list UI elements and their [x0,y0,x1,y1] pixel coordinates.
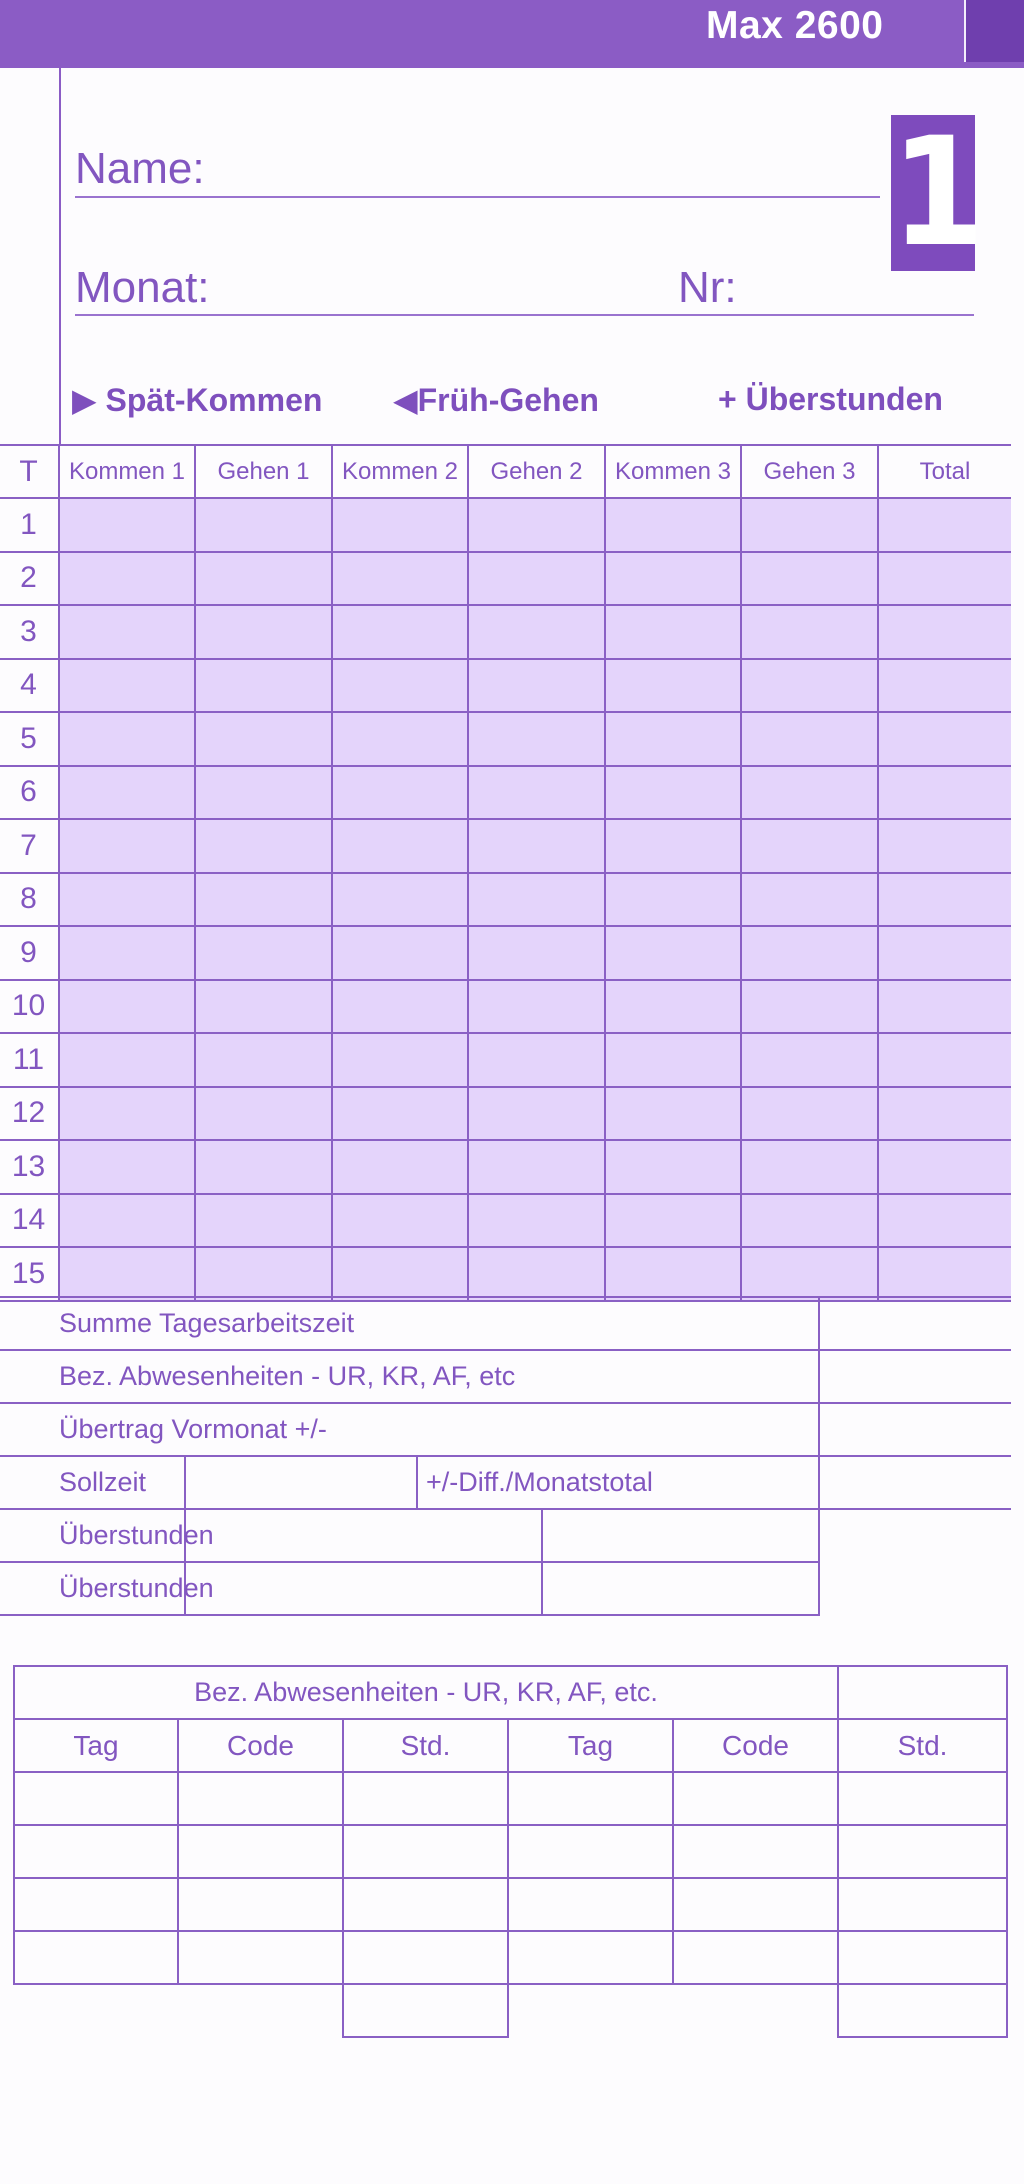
summary-overtime-2-field-b[interactable] [542,1562,819,1615]
day-number: 11 [0,1033,59,1087]
time-cell-in-3[interactable] [605,980,741,1034]
time-cell-out-2[interactable] [468,552,605,606]
absence-row [14,1825,1007,1878]
col-header-out-2: Gehen 2 [468,445,605,498]
summary-diff-total-field[interactable] [819,1456,1011,1509]
model-title: Max 2600 [706,4,884,47]
time-cell-out-1[interactable] [195,659,332,713]
time-cell-out-2[interactable] [468,712,605,766]
time-cell-in-1[interactable] [59,819,195,873]
day-number: 8 [0,873,59,927]
time-cell-in-2[interactable] [332,712,468,766]
time-cell-out-3[interactable] [741,712,878,766]
summary-overtime-1-field-a[interactable] [185,1509,542,1562]
absence-total-row [14,1984,1007,2037]
time-cell-out-3[interactable] [741,980,878,1034]
time-cell-total[interactable] [878,552,1011,606]
summary-paid-absences-label: Bez. Abwesenheiten - UR, KR, AF, etc [0,1350,819,1403]
time-cell-out-2[interactable] [468,605,605,659]
time-row [0,980,1011,1034]
time-cell-in-1[interactable] [59,980,195,1034]
time-cell-out-3[interactable] [741,552,878,606]
time-cell-out-3[interactable] [741,766,878,820]
absence-cell-hours-2[interactable] [838,1825,1007,1878]
time-row [0,819,1011,873]
summary-carry-over-field[interactable] [819,1403,1011,1456]
absence-cell-hours-2[interactable] [838,1878,1007,1931]
time-cell-total[interactable] [878,980,1011,1034]
legend-late-arrival: ▶ Spät-Kommen [72,382,323,418]
time-cell-out-2[interactable] [468,819,605,873]
time-cell-out-2[interactable] [468,873,605,927]
absence-cell-day-1[interactable] [14,1878,178,1931]
time-cell-total[interactable] [878,1140,1011,1194]
time-cell-out-3[interactable] [741,659,878,713]
summary-overtime-1-field-b[interactable] [542,1509,819,1562]
time-row [0,766,1011,820]
time-cell-in-3[interactable] [605,552,741,606]
time-cell-out-3[interactable] [741,819,878,873]
absence-cell-code-2[interactable] [673,1931,838,1984]
time-cell-in-3[interactable] [605,498,741,552]
time-cell-out-3[interactable] [741,873,878,927]
summary-carry-over-label: Übertrag Vormonat +/- [0,1403,819,1456]
legend-overtime: + Überstunden [718,381,943,417]
summary-table [0,1296,1011,1616]
time-cell-out-1[interactable] [195,1247,332,1301]
time-cell-total[interactable] [878,926,1011,980]
day-number: 7 [0,819,59,873]
time-cell-in-1[interactable] [59,873,195,927]
time-row [0,1033,1011,1087]
time-cell-out-1[interactable] [195,873,332,927]
time-cell-in-3[interactable] [605,766,741,820]
day-number: 1 [0,498,59,552]
absence-col-hours-1: Std. [343,1719,508,1772]
time-cell-total[interactable] [878,1033,1011,1087]
time-row [0,498,1011,552]
time-cell-total[interactable] [878,605,1011,659]
absence-cell-code-1[interactable] [178,1772,343,1825]
absence-cell-hours-2[interactable] [838,1931,1007,1984]
absence-cell-day-2[interactable] [508,1772,673,1825]
absence-cell-code-1[interactable] [178,1878,343,1931]
time-cell-out-1[interactable] [195,605,332,659]
time-cell-in-2[interactable] [332,980,468,1034]
header-tab [964,0,1024,62]
time-cell-out-1[interactable] [195,1087,332,1141]
time-cell-in-1[interactable] [59,712,195,766]
absence-cell-hours-2[interactable] [838,1772,1007,1825]
absence-row [14,1931,1007,1984]
time-cell-out-2[interactable] [468,1194,605,1248]
time-cell-total[interactable] [878,712,1011,766]
time-cell-in-3[interactable] [605,1140,741,1194]
time-cell-total[interactable] [878,766,1011,820]
time-cell-in-1[interactable] [59,1247,195,1301]
absence-cell-code-2[interactable] [673,1772,838,1825]
time-cell-out-2[interactable] [468,1247,605,1301]
time-cell-out-2[interactable] [468,1033,605,1087]
time-cell-out-1[interactable] [195,1194,332,1248]
time-cell-in-2[interactable] [332,1087,468,1141]
time-cell-in-3[interactable] [605,1247,741,1301]
time-cell-in-2[interactable] [332,552,468,606]
time-row [0,926,1011,980]
absence-col-code-2: Code [673,1719,838,1772]
time-cell-in-3[interactable] [605,605,741,659]
time-cell-in-1[interactable] [59,1033,195,1087]
time-cell-out-1[interactable] [195,1033,332,1087]
absence-empty-space [673,1984,838,2037]
time-cell-out-2[interactable] [468,1087,605,1141]
absence-hours-total-2[interactable] [838,1984,1007,2037]
time-row [0,873,1011,927]
time-cell-out-3[interactable] [741,605,878,659]
absence-col-day-1: Tag [14,1719,178,1772]
absence-empty-space [508,1984,673,2037]
summary-daily-total-label: Summe Tagesarbeitszeit [0,1297,819,1350]
summary-target-time-label: Sollzeit [0,1456,185,1509]
day-number: 12 [0,1087,59,1141]
time-cell-out-1[interactable] [195,980,332,1034]
nr-label: Nr: [678,263,737,312]
time-table-header [0,445,1011,498]
time-row [0,1087,1011,1141]
time-cell-out-1[interactable] [195,819,332,873]
absence-table-title: Bez. Abwesenheiten - UR, KR, AF, etc. [14,1666,838,1719]
col-header-in-2: Kommen 2 [332,445,468,498]
time-cell-in-1[interactable] [59,926,195,980]
absence-cell-day-2[interactable] [508,1825,673,1878]
time-cell-out-2[interactable] [468,980,605,1034]
summary-overtime-2-field-a[interactable] [185,1562,542,1615]
time-cell-out-3[interactable] [741,498,878,552]
time-cell-in-3[interactable] [605,926,741,980]
time-cell-in-2[interactable] [332,498,468,552]
day-number: 15 [0,1247,59,1301]
summary-overtime-1-label: Überstunden [0,1509,185,1562]
time-cell-out-3[interactable] [741,1087,878,1141]
time-table [0,444,1011,1302]
absence-cell-code-2[interactable] [673,1878,838,1931]
col-header-total: Total [878,445,1011,498]
time-cell-total[interactable] [878,1247,1011,1301]
left-margin-line [59,68,61,444]
absence-col-day-2: Tag [508,1719,673,1772]
time-cell-in-1[interactable] [59,1087,195,1141]
absence-cell-hours-1[interactable] [343,1931,508,1984]
time-cell-out-1[interactable] [195,498,332,552]
time-row [0,712,1011,766]
time-cell-out-3[interactable] [741,1140,878,1194]
time-cell-out-1[interactable] [195,1140,332,1194]
absence-cell-day-1[interactable] [14,1931,178,1984]
col-header-day: T [0,445,59,498]
day-number: 13 [0,1140,59,1194]
legend-early-leave: ◀Früh-Gehen [393,382,599,418]
time-row [0,1247,1011,1301]
summary-daily-total-field[interactable] [819,1297,1011,1350]
time-cell-in-3[interactable] [605,659,741,713]
time-cell-total[interactable] [878,1194,1011,1248]
time-cell-in-2[interactable] [332,873,468,927]
col-header-in-1: Kommen 1 [59,445,195,498]
absence-cell-day-1[interactable] [14,1825,178,1878]
absence-cell-day-2[interactable] [508,1878,673,1931]
time-cell-out-1[interactable] [195,766,332,820]
time-cell-total[interactable] [878,498,1011,552]
absence-hours-total-1[interactable] [343,1984,508,2037]
time-cell-in-2[interactable] [332,766,468,820]
col-header-in-3: Kommen 3 [605,445,741,498]
time-cell-total[interactable] [878,873,1011,927]
time-cell-in-3[interactable] [605,1194,741,1248]
time-cell-in-1[interactable] [59,1140,195,1194]
time-cell-in-3[interactable] [605,1087,741,1141]
time-cell-in-1[interactable] [59,659,195,713]
time-cell-in-2[interactable] [332,1140,468,1194]
time-cell-in-3[interactable] [605,873,741,927]
absence-col-hours-2: Std. [838,1719,1007,1772]
day-number: 10 [0,980,59,1034]
time-row [0,552,1011,606]
time-cell-in-2[interactable] [332,659,468,713]
time-cell-total[interactable] [878,1087,1011,1141]
time-cell-in-3[interactable] [605,1033,741,1087]
absence-table [13,1665,1008,2038]
time-cell-in-1[interactable] [59,498,195,552]
col-header-out-3: Gehen 3 [741,445,878,498]
absence-row [14,1772,1007,1825]
absence-col-code-1: Code [178,1719,343,1772]
time-cell-in-3[interactable] [605,819,741,873]
time-cell-in-2[interactable] [332,605,468,659]
time-cell-in-1[interactable] [59,1194,195,1248]
col-header-out-1: Gehen 1 [195,445,332,498]
time-cell-in-2[interactable] [332,926,468,980]
day-number: 9 [0,926,59,980]
time-cell-in-1[interactable] [59,605,195,659]
absence-empty-space [14,1984,178,2037]
absence-row [14,1878,1007,1931]
time-cell-out-3[interactable] [741,1247,878,1301]
day-number: 5 [0,712,59,766]
day-number: 4 [0,659,59,713]
time-cell-out-3[interactable] [741,1033,878,1087]
month-label: Monat: [75,263,210,312]
summary-overtime-2-label: Überstunden [0,1562,185,1615]
time-row [0,605,1011,659]
absence-cell-code-1[interactable] [178,1825,343,1878]
time-cell-out-2[interactable] [468,659,605,713]
day-number: 2 [0,552,59,606]
absence-cell-code-2[interactable] [673,1825,838,1878]
time-cell-in-3[interactable] [605,712,741,766]
name-field[interactable] [75,196,880,198]
time-cell-out-1[interactable] [195,552,332,606]
time-cell-out-2[interactable] [468,926,605,980]
summary-target-time-field[interactable] [185,1456,417,1509]
absence-empty-space [178,1984,343,2037]
time-cell-in-1[interactable] [59,766,195,820]
time-cell-out-3[interactable] [741,1194,878,1248]
time-cell-out-2[interactable] [468,766,605,820]
absence-cell-day-1[interactable] [14,1772,178,1825]
summary-paid-absences-field[interactable] [819,1350,1011,1403]
time-row [0,1194,1011,1248]
time-row [0,1140,1011,1194]
day-number: 6 [0,766,59,820]
absence-cell-hours-1[interactable] [343,1772,508,1825]
day-number: 14 [0,1194,59,1248]
time-cell-in-2[interactable] [332,1247,468,1301]
summary-diff-total-label: +/-Diff./Monatstotal [417,1456,819,1509]
day-number: 3 [0,605,59,659]
time-cell-in-2[interactable] [332,1194,468,1248]
time-cell-in-2[interactable] [332,819,468,873]
name-label: Name: [75,144,205,193]
time-cell-out-3[interactable] [741,926,878,980]
card-number-badge: 1 [891,106,985,280]
time-cell-in-1[interactable] [59,552,195,606]
absence-cell-day-2[interactable] [508,1931,673,1984]
month-field[interactable] [75,314,974,316]
time-cell-out-1[interactable] [195,712,332,766]
absence-cell-hours-1[interactable] [343,1878,508,1931]
summary-spacer [819,1509,1011,1562]
time-cell-out-1[interactable] [195,926,332,980]
time-cell-out-2[interactable] [468,1140,605,1194]
time-cell-total[interactable] [878,659,1011,713]
absence-cell-hours-1[interactable] [343,1825,508,1878]
time-cell-out-2[interactable] [468,498,605,552]
absence-title-side-cell [838,1666,1007,1719]
summary-spacer [819,1562,1011,1615]
absence-cell-code-1[interactable] [178,1931,343,1984]
time-cell-total[interactable] [878,819,1011,873]
time-cell-in-2[interactable] [332,1033,468,1087]
time-row [0,659,1011,713]
